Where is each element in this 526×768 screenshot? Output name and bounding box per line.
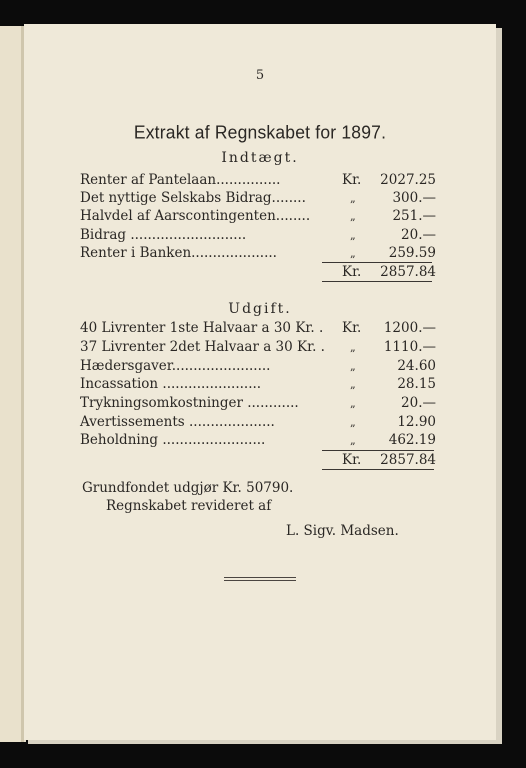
ditto-mark: „ — [350, 341, 356, 354]
ditto-mark: „ — [350, 210, 356, 223]
income-row — [80, 208, 436, 226]
currency-label: Kr. — [342, 320, 362, 336]
expense-row-amount: 12.90 — [397, 414, 436, 430]
page-title: Extrakt af Regnskabet for 1897. — [133, 121, 387, 143]
income-total-rule — [322, 262, 432, 263]
expense-row-label: Hædersgaver....................... — [80, 358, 271, 374]
expense-row-label: Trykningsomkostninger ............ — [80, 395, 299, 411]
expense-row — [80, 414, 436, 432]
ditto-mark: „ — [350, 397, 356, 410]
income-row — [80, 190, 436, 208]
income-row-amount: 2027.25 — [380, 172, 436, 188]
auditor-signature: L. Sigv. Madsen. — [286, 523, 399, 539]
expense-row — [80, 376, 436, 394]
income-row-label: Renter af Pantelaan............... — [80, 172, 281, 188]
expense-row — [80, 432, 436, 450]
document-page — [24, 24, 496, 740]
expense-row-label: 40 Livrenter 1ste Halvaar a 30 Kr. . — [80, 320, 324, 336]
expense-row-label: Incassation ....................... — [80, 376, 262, 392]
expense-row-amount: 20.— — [401, 395, 436, 411]
currency-label: Kr. — [342, 452, 362, 468]
income-row-amount: 259.59 — [388, 245, 436, 261]
expense-row — [80, 339, 436, 357]
expense-row-label: Beholdning ........................ — [80, 432, 266, 448]
income-row-amount: 251.— — [392, 208, 436, 224]
expense-row-amount: 1200.— — [383, 320, 436, 336]
income-row-label: Halvdel af Aarscontingenten........ — [80, 208, 311, 224]
ditto-mark: „ — [350, 192, 356, 205]
income-total-row — [80, 264, 436, 282]
currency-label: Kr. — [342, 264, 362, 280]
income-row — [80, 227, 436, 245]
income-heading: Indtægt. — [221, 150, 299, 166]
ditto-mark: „ — [350, 360, 356, 373]
ditto-mark: „ — [350, 247, 356, 260]
ditto-mark: „ — [350, 229, 356, 242]
fund-statement: Grundfondet udgjør Kr. 50790. — [82, 480, 294, 496]
ditto-mark: „ — [350, 416, 356, 429]
income-row — [80, 172, 436, 190]
expense-total-row — [80, 452, 436, 470]
expense-row-amount: 24.60 — [397, 358, 436, 374]
page-number: 5 — [255, 68, 265, 83]
expense-total-amount: 2857.84 — [380, 452, 436, 468]
income-row-label: Bidrag ........................... — [80, 227, 247, 243]
expense-row-label: Avertissements .................... — [80, 414, 275, 430]
currency-label: Kr. — [342, 172, 362, 188]
expense-row — [80, 320, 436, 338]
income-total-amount: 2857.84 — [380, 264, 436, 280]
expenses-heading: Udgift. — [228, 301, 292, 317]
expense-row — [80, 395, 436, 413]
expense-row-amount: 462.19 — [388, 432, 436, 448]
expense-row-label: 37 Livrenter 2det Halvaar a 30 Kr. . — [80, 339, 325, 355]
decorative-rule — [224, 577, 296, 583]
expense-row-amount: 1110.— — [383, 339, 436, 355]
ditto-mark: „ — [350, 378, 356, 391]
expense-row — [80, 358, 436, 376]
expense-row-amount: 28.15 — [397, 376, 436, 392]
audit-statement: Regnskabet revideret af — [106, 498, 272, 514]
income-row-label: Renter i Banken.................... — [80, 245, 277, 261]
income-row-amount: 300.— — [392, 190, 436, 206]
expense-total-rule — [322, 450, 434, 451]
expense-total-underline — [322, 469, 434, 470]
ditto-mark: „ — [350, 434, 356, 447]
income-row — [80, 245, 436, 263]
income-row-label: Det nyttige Selskabs Bidrag........ — [80, 190, 306, 206]
income-total-underline — [322, 281, 432, 282]
income-row-amount: 20.— — [401, 227, 436, 243]
